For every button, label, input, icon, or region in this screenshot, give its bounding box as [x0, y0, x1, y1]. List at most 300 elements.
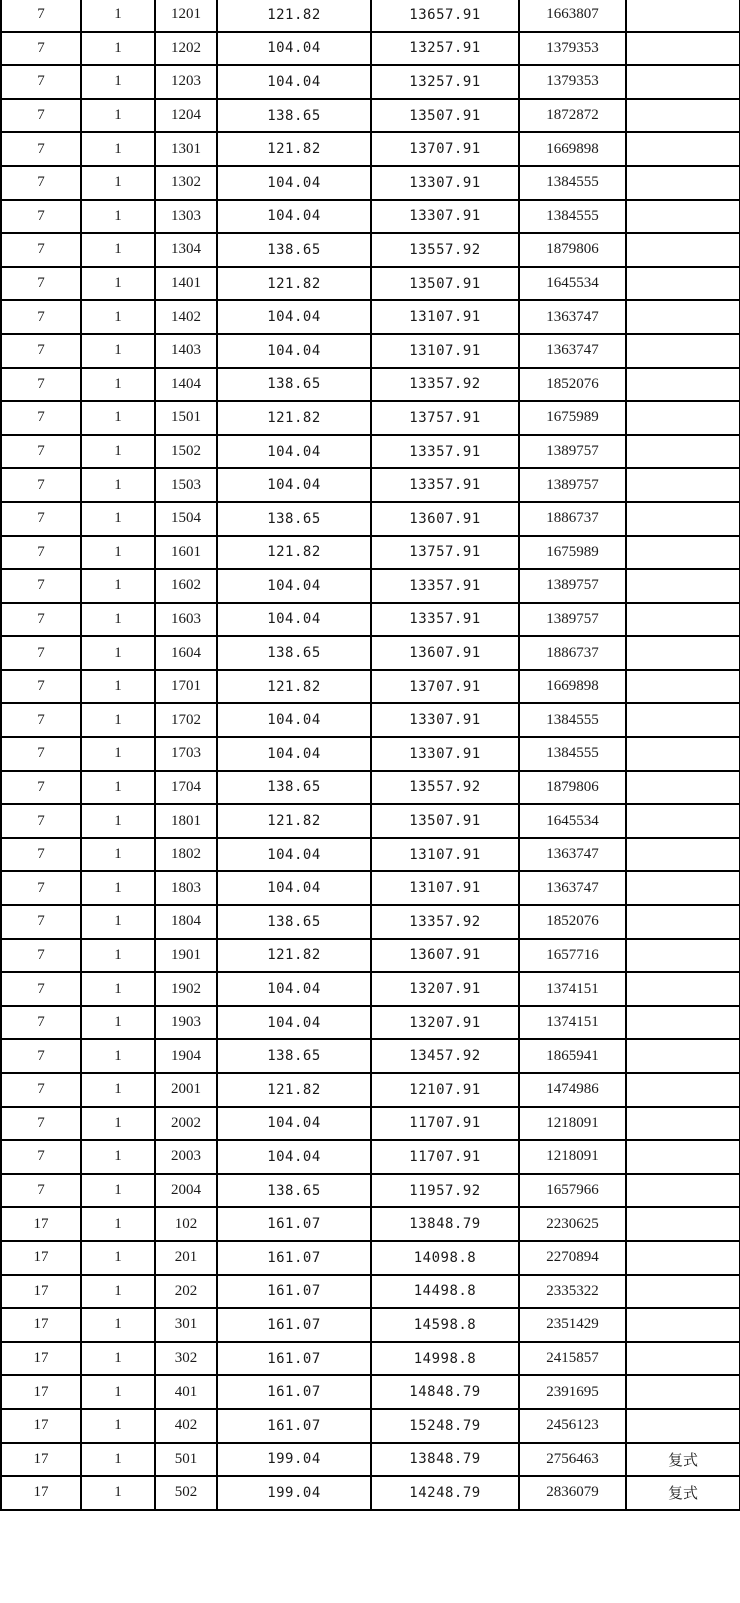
building-cell: 17	[1, 1275, 81, 1309]
area-cell: 121.82	[217, 939, 371, 973]
area-cell: 138.65	[217, 368, 371, 402]
unit-price-cell: 13107.91	[371, 300, 519, 334]
building-cell: 7	[1, 1174, 81, 1208]
note-cell	[626, 871, 740, 905]
note-cell	[626, 334, 740, 368]
room-cell: 1402	[155, 300, 217, 334]
unit-price-cell: 13607.91	[371, 939, 519, 973]
total-price-cell: 1872872	[519, 99, 626, 133]
unit-price-cell: 14998.8	[371, 1342, 519, 1376]
note-cell	[626, 435, 740, 469]
unit-cell: 1	[81, 468, 155, 502]
unit-price-cell: 13207.91	[371, 1006, 519, 1040]
total-price-cell: 1675989	[519, 536, 626, 570]
building-cell: 7	[1, 132, 81, 166]
unit-price-cell: 14248.79	[371, 1476, 519, 1510]
total-price-cell: 1389757	[519, 569, 626, 603]
area-cell: 138.65	[217, 905, 371, 939]
room-cell: 1301	[155, 132, 217, 166]
unit-cell: 1	[81, 737, 155, 771]
unit-price-cell: 13557.92	[371, 771, 519, 805]
total-price-cell: 1389757	[519, 468, 626, 502]
unit-cell: 1	[81, 569, 155, 603]
total-price-cell: 1389757	[519, 435, 626, 469]
total-price-cell: 1374151	[519, 1006, 626, 1040]
table-row	[1, 166, 740, 200]
area-cell: 161.07	[217, 1409, 371, 1443]
total-price-cell: 1384555	[519, 737, 626, 771]
building-cell: 7	[1, 233, 81, 267]
note-cell	[626, 905, 740, 939]
room-cell: 2004	[155, 1174, 217, 1208]
unit-price-cell: 13357.91	[371, 603, 519, 637]
room-cell: 1703	[155, 737, 217, 771]
total-price-cell: 1865941	[519, 1039, 626, 1073]
unit-price-cell: 14498.8	[371, 1275, 519, 1309]
building-cell: 17	[1, 1375, 81, 1409]
total-price-cell: 2230625	[519, 1207, 626, 1241]
building-cell: 17	[1, 1207, 81, 1241]
note-cell	[626, 65, 740, 99]
unit-cell: 1	[81, 300, 155, 334]
area-cell: 104.04	[217, 1140, 371, 1174]
note-cell	[626, 636, 740, 670]
room-cell: 501	[155, 1443, 217, 1477]
unit-price-cell: 14848.79	[371, 1375, 519, 1409]
table-row	[1, 1308, 740, 1342]
unit-cell: 1	[81, 200, 155, 234]
note-cell	[626, 1039, 740, 1073]
note-cell	[626, 166, 740, 200]
table-row	[1, 99, 740, 133]
unit-price-cell: 13257.91	[371, 65, 519, 99]
unit-cell: 1	[81, 435, 155, 469]
unit-cell: 1	[81, 233, 155, 267]
note-cell	[626, 569, 740, 603]
room-cell: 1302	[155, 166, 217, 200]
unit-price-cell: 13307.91	[371, 703, 519, 737]
total-price-cell: 1218091	[519, 1140, 626, 1174]
total-price-cell: 2415857	[519, 1342, 626, 1376]
unit-cell: 1	[81, 502, 155, 536]
building-cell: 17	[1, 1476, 81, 1510]
table-row	[1, 670, 740, 704]
unit-price-cell: 13357.91	[371, 435, 519, 469]
room-cell: 1903	[155, 1006, 217, 1040]
building-cell: 7	[1, 1006, 81, 1040]
building-cell: 7	[1, 905, 81, 939]
unit-cell: 1	[81, 267, 155, 301]
table-row	[1, 771, 740, 805]
area-cell: 104.04	[217, 32, 371, 66]
note-cell	[626, 670, 740, 704]
room-cell: 102	[155, 1207, 217, 1241]
total-price-cell: 1389757	[519, 603, 626, 637]
unit-price-cell: 11957.92	[371, 1174, 519, 1208]
building-cell: 7	[1, 468, 81, 502]
note-cell	[626, 1207, 740, 1241]
room-cell: 401	[155, 1375, 217, 1409]
table-row	[1, 1174, 740, 1208]
building-cell: 7	[1, 569, 81, 603]
unit-price-cell: 13848.79	[371, 1207, 519, 1241]
total-price-cell: 1363747	[519, 334, 626, 368]
total-price-cell: 1384555	[519, 166, 626, 200]
note-cell	[626, 200, 740, 234]
unit-price-cell: 13657.91	[371, 0, 519, 32]
area-cell: 121.82	[217, 401, 371, 435]
table-row	[1, 1476, 740, 1510]
unit-price-cell: 13257.91	[371, 32, 519, 66]
note-cell	[626, 132, 740, 166]
unit-price-cell: 13707.91	[371, 132, 519, 166]
table-body	[1, 0, 740, 1510]
table-row	[1, 871, 740, 905]
unit-cell: 1	[81, 871, 155, 905]
unit-cell: 1	[81, 1443, 155, 1477]
unit-cell: 1	[81, 1409, 155, 1443]
unit-price-cell: 13357.91	[371, 468, 519, 502]
area-cell: 104.04	[217, 166, 371, 200]
note-cell: 复式	[626, 1476, 740, 1510]
area-cell: 138.65	[217, 636, 371, 670]
building-cell: 7	[1, 1039, 81, 1073]
unit-cell: 1	[81, 1107, 155, 1141]
note-cell	[626, 1140, 740, 1174]
building-cell: 7	[1, 703, 81, 737]
room-cell: 502	[155, 1476, 217, 1510]
unit-cell: 1	[81, 166, 155, 200]
table-row	[1, 1039, 740, 1073]
note-cell	[626, 1241, 740, 1275]
area-cell: 161.07	[217, 1375, 371, 1409]
unit-cell: 1	[81, 1174, 155, 1208]
room-cell: 202	[155, 1275, 217, 1309]
area-cell: 121.82	[217, 267, 371, 301]
note-cell	[626, 300, 740, 334]
area-cell: 104.04	[217, 838, 371, 872]
note-cell	[626, 99, 740, 133]
table-row	[1, 200, 740, 234]
unit-price-cell: 13457.92	[371, 1039, 519, 1073]
area-cell: 161.07	[217, 1308, 371, 1342]
note-cell	[626, 1375, 740, 1409]
table-row	[1, 368, 740, 402]
unit-cell: 1	[81, 1476, 155, 1510]
room-cell: 1604	[155, 636, 217, 670]
table-row	[1, 132, 740, 166]
table-row	[1, 1073, 740, 1107]
total-price-cell: 2351429	[519, 1308, 626, 1342]
room-cell: 1504	[155, 502, 217, 536]
note-cell	[626, 1409, 740, 1443]
table-row	[1, 1107, 740, 1141]
building-cell: 7	[1, 670, 81, 704]
unit-cell: 1	[81, 636, 155, 670]
room-cell: 2001	[155, 1073, 217, 1107]
area-cell: 161.07	[217, 1342, 371, 1376]
building-cell: 7	[1, 771, 81, 805]
room-cell: 402	[155, 1409, 217, 1443]
unit-cell: 1	[81, 838, 155, 872]
building-cell: 7	[1, 166, 81, 200]
area-cell: 161.07	[217, 1207, 371, 1241]
note-cell	[626, 1308, 740, 1342]
note-cell: 复式	[626, 1443, 740, 1477]
table-row	[1, 569, 740, 603]
note-cell	[626, 1174, 740, 1208]
building-cell: 7	[1, 401, 81, 435]
area-cell: 199.04	[217, 1476, 371, 1510]
table-row	[1, 233, 740, 267]
room-cell: 1603	[155, 603, 217, 637]
note-cell	[626, 838, 740, 872]
room-cell: 1204	[155, 99, 217, 133]
unit-price-cell: 13848.79	[371, 1443, 519, 1477]
unit-cell: 1	[81, 401, 155, 435]
area-cell: 104.04	[217, 200, 371, 234]
note-cell	[626, 1275, 740, 1309]
unit-price-cell: 14098.8	[371, 1241, 519, 1275]
note-cell	[626, 401, 740, 435]
table-row	[1, 939, 740, 973]
room-cell: 1202	[155, 32, 217, 66]
total-price-cell: 1675989	[519, 401, 626, 435]
table-row	[1, 334, 740, 368]
area-cell: 121.82	[217, 804, 371, 838]
table-row	[1, 267, 740, 301]
table-row	[1, 972, 740, 1006]
area-cell: 138.65	[217, 771, 371, 805]
table-row	[1, 435, 740, 469]
total-price-cell: 2270894	[519, 1241, 626, 1275]
note-cell	[626, 804, 740, 838]
area-cell: 104.04	[217, 972, 371, 1006]
unit-price-cell: 11707.91	[371, 1140, 519, 1174]
room-cell: 2003	[155, 1140, 217, 1174]
total-price-cell: 1657966	[519, 1174, 626, 1208]
unit-cell: 1	[81, 1140, 155, 1174]
area-cell: 104.04	[217, 703, 371, 737]
total-price-cell: 1879806	[519, 771, 626, 805]
note-cell	[626, 468, 740, 502]
table-row	[1, 65, 740, 99]
note-cell	[626, 771, 740, 805]
area-cell: 104.04	[217, 871, 371, 905]
area-cell: 121.82	[217, 0, 371, 32]
unit-cell: 1	[81, 972, 155, 1006]
unit-cell: 1	[81, 65, 155, 99]
unit-price-cell: 13557.92	[371, 233, 519, 267]
area-cell: 104.04	[217, 435, 371, 469]
unit-price-cell: 15248.79	[371, 1409, 519, 1443]
note-cell	[626, 267, 740, 301]
area-cell: 121.82	[217, 132, 371, 166]
room-cell: 2002	[155, 1107, 217, 1141]
building-cell: 17	[1, 1342, 81, 1376]
table-row	[1, 1342, 740, 1376]
room-cell: 1702	[155, 703, 217, 737]
total-price-cell: 1669898	[519, 132, 626, 166]
area-cell: 138.65	[217, 99, 371, 133]
building-cell: 7	[1, 32, 81, 66]
total-price-cell: 1384555	[519, 703, 626, 737]
unit-cell: 1	[81, 368, 155, 402]
total-price-cell: 1879806	[519, 233, 626, 267]
unit-cell: 1	[81, 670, 155, 704]
total-price-cell: 1886737	[519, 636, 626, 670]
unit-cell: 1	[81, 1241, 155, 1275]
total-price-cell: 1363747	[519, 300, 626, 334]
room-cell: 1803	[155, 871, 217, 905]
room-cell: 1904	[155, 1039, 217, 1073]
table-row	[1, 737, 740, 771]
room-cell: 1502	[155, 435, 217, 469]
unit-price-cell: 13507.91	[371, 804, 519, 838]
note-cell	[626, 1073, 740, 1107]
area-cell: 161.07	[217, 1275, 371, 1309]
building-cell: 7	[1, 804, 81, 838]
total-price-cell: 1663807	[519, 0, 626, 32]
unit-cell: 1	[81, 939, 155, 973]
unit-cell: 1	[81, 1207, 155, 1241]
unit-price-cell: 12107.91	[371, 1073, 519, 1107]
building-cell: 7	[1, 368, 81, 402]
unit-price-cell: 13607.91	[371, 636, 519, 670]
area-cell: 138.65	[217, 233, 371, 267]
note-cell	[626, 1006, 740, 1040]
room-cell: 201	[155, 1241, 217, 1275]
area-cell: 121.82	[217, 670, 371, 704]
building-cell: 7	[1, 636, 81, 670]
unit-cell: 1	[81, 603, 155, 637]
room-cell: 1404	[155, 368, 217, 402]
unit-price-cell: 13357.92	[371, 368, 519, 402]
unit-price-cell: 11707.91	[371, 1107, 519, 1141]
unit-cell: 1	[81, 1342, 155, 1376]
room-cell: 1403	[155, 334, 217, 368]
area-cell: 104.04	[217, 737, 371, 771]
room-cell: 302	[155, 1342, 217, 1376]
building-cell: 7	[1, 1140, 81, 1174]
table-row	[1, 502, 740, 536]
unit-price-cell: 13757.91	[371, 401, 519, 435]
note-cell	[626, 0, 740, 32]
area-cell: 104.04	[217, 1006, 371, 1040]
building-cell: 7	[1, 435, 81, 469]
table-row	[1, 300, 740, 334]
unit-cell: 1	[81, 32, 155, 66]
table-row	[1, 468, 740, 502]
total-price-cell: 2391695	[519, 1375, 626, 1409]
unit-price-cell: 13307.91	[371, 200, 519, 234]
building-cell: 7	[1, 0, 81, 32]
table-row	[1, 804, 740, 838]
note-cell	[626, 703, 740, 737]
building-cell: 7	[1, 267, 81, 301]
building-cell: 7	[1, 838, 81, 872]
total-price-cell: 1363747	[519, 838, 626, 872]
unit-cell: 1	[81, 132, 155, 166]
unit-price-cell: 13507.91	[371, 99, 519, 133]
building-cell: 17	[1, 1409, 81, 1443]
area-cell: 138.65	[217, 1039, 371, 1073]
unit-price-cell: 13107.91	[371, 838, 519, 872]
building-cell: 7	[1, 536, 81, 570]
unit-cell: 1	[81, 334, 155, 368]
building-cell: 7	[1, 871, 81, 905]
building-cell: 7	[1, 502, 81, 536]
area-cell: 104.04	[217, 300, 371, 334]
area-cell: 104.04	[217, 468, 371, 502]
area-cell: 104.04	[217, 65, 371, 99]
table-row	[1, 1006, 740, 1040]
note-cell	[626, 603, 740, 637]
area-cell: 138.65	[217, 502, 371, 536]
unit-price-cell: 13307.91	[371, 166, 519, 200]
building-cell: 7	[1, 65, 81, 99]
total-price-cell: 2335322	[519, 1275, 626, 1309]
unit-price-cell: 13107.91	[371, 334, 519, 368]
table-row	[1, 1409, 740, 1443]
table-row	[1, 1207, 740, 1241]
note-cell	[626, 502, 740, 536]
room-cell: 1802	[155, 838, 217, 872]
table-row	[1, 0, 740, 32]
unit-cell: 1	[81, 1006, 155, 1040]
total-price-cell: 1363747	[519, 871, 626, 905]
note-cell	[626, 939, 740, 973]
building-cell: 7	[1, 99, 81, 133]
unit-cell: 1	[81, 1039, 155, 1073]
table-row	[1, 636, 740, 670]
room-cell: 1704	[155, 771, 217, 805]
unit-price-cell: 14598.8	[371, 1308, 519, 1342]
area-cell: 104.04	[217, 334, 371, 368]
unit-cell: 1	[81, 1375, 155, 1409]
unit-price-cell: 13307.91	[371, 737, 519, 771]
area-cell: 199.04	[217, 1443, 371, 1477]
building-cell: 7	[1, 334, 81, 368]
note-cell	[626, 233, 740, 267]
note-cell	[626, 1342, 740, 1376]
total-price-cell: 1886737	[519, 502, 626, 536]
unit-cell: 1	[81, 99, 155, 133]
room-cell: 1303	[155, 200, 217, 234]
room-cell: 1503	[155, 468, 217, 502]
room-cell: 1901	[155, 939, 217, 973]
unit-cell: 1	[81, 1308, 155, 1342]
unit-price-cell: 13357.92	[371, 905, 519, 939]
area-cell: 138.65	[217, 1174, 371, 1208]
room-cell: 1304	[155, 233, 217, 267]
table-row	[1, 1275, 740, 1309]
unit-cell: 1	[81, 1275, 155, 1309]
unit-cell: 1	[81, 905, 155, 939]
room-cell: 1801	[155, 804, 217, 838]
room-cell: 1601	[155, 536, 217, 570]
table-row	[1, 536, 740, 570]
building-cell: 7	[1, 972, 81, 1006]
unit-price-cell: 13607.91	[371, 502, 519, 536]
total-price-cell: 1374151	[519, 972, 626, 1006]
note-cell	[626, 1107, 740, 1141]
total-price-cell: 1852076	[519, 905, 626, 939]
area-cell: 104.04	[217, 569, 371, 603]
total-price-cell: 1645534	[519, 804, 626, 838]
table-row	[1, 32, 740, 66]
total-price-cell: 2756463	[519, 1443, 626, 1477]
